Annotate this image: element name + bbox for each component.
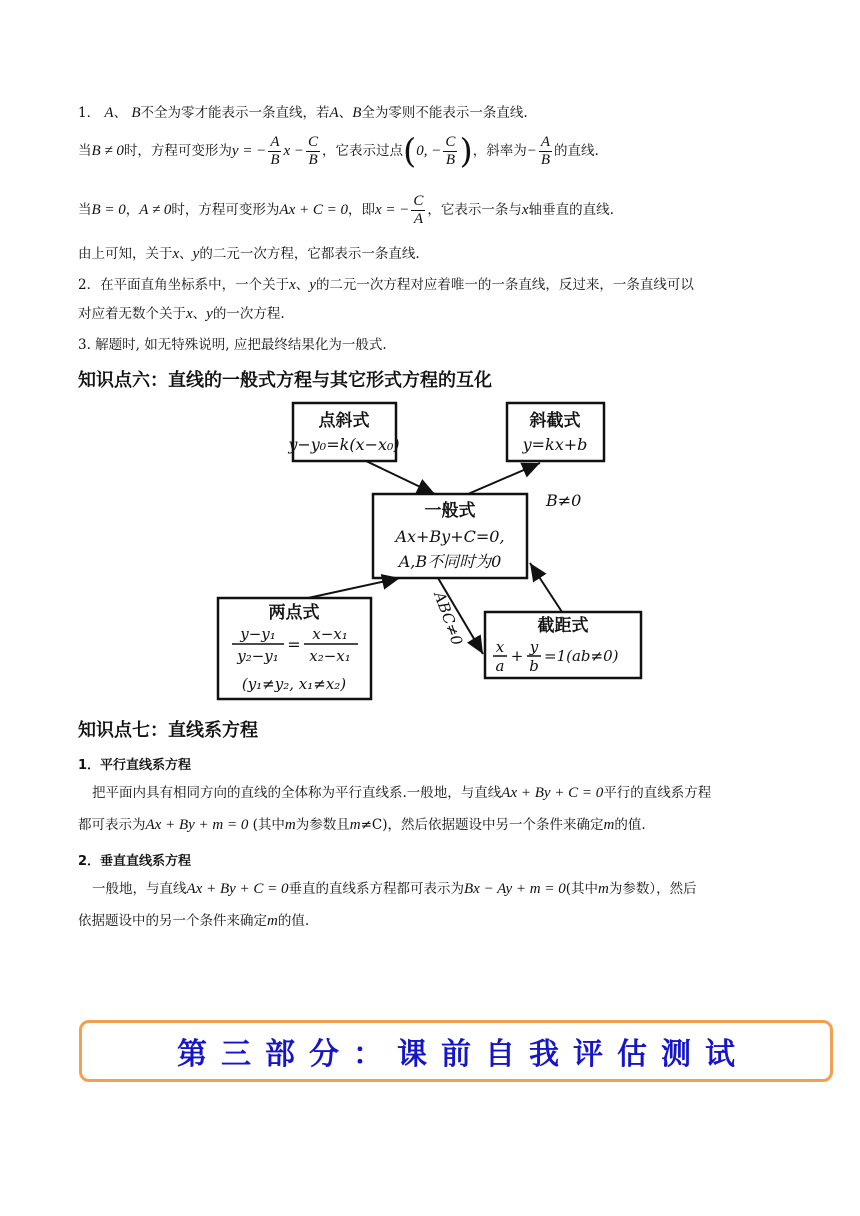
- intercept-x: x: [495, 638, 505, 656]
- intercept-plus: +: [510, 647, 524, 665]
- general-form-box: [373, 494, 527, 578]
- text-line-6: 对应着无数个关于x、y的一次方程.: [78, 306, 285, 322]
- label-abc-nonzero: ABC≠0: [430, 589, 467, 648]
- two-point-equals: =: [287, 635, 301, 654]
- heading-knowledge-6: 知识点六：直线的一般式方程与其它形式方程的互化: [78, 370, 492, 391]
- parallel-para-line-1: 把平面内具有相同方向的直线的全体称为平行直线系.一般地，与直线Ax + By + C = 0平行的直线系方程: [92, 785, 712, 801]
- parallel-para-line-2: 都可表示为Ax + By + m = 0 (其中m为参数且m≠C)，然后依据题设中另一个条件来确定m的值.: [78, 817, 646, 833]
- subheading-perpendicular: 2．垂直直线系方程: [78, 854, 192, 869]
- two-point-box: [218, 598, 371, 699]
- point-slope-formula: y−y₀=k(x−x₀): [288, 435, 400, 454]
- intercept-b: b: [529, 657, 539, 675]
- arrow-two-point-to-general: [308, 578, 400, 598]
- intercept-a: a: [495, 657, 505, 675]
- slope-intercept-title: 斜截式: [529, 411, 581, 431]
- text-line-7: 3. 解题时, 如无特殊说明, 应把最终结果化为一般式.: [78, 337, 387, 353]
- general-form-eq: Ax+By+C=0,: [395, 527, 505, 546]
- intercept-y: y: [529, 638, 539, 656]
- general-form-cond: A,B不同时为0: [398, 552, 502, 571]
- section-three-banner: [79, 1020, 833, 1082]
- label-b-nonzero: B≠0: [546, 491, 582, 510]
- two-point-title: 两点式: [268, 603, 320, 623]
- slope-intercept-formula: y=kx+b: [522, 435, 588, 454]
- intercept-rest: =1(ab≠0): [544, 647, 619, 665]
- arrow-general-to-slope-intercept: [468, 463, 540, 494]
- two-point-den-right: x₂−x₁: [309, 647, 351, 665]
- point-slope-box: [287, 403, 399, 461]
- two-point-num-left: y−y₁: [240, 625, 276, 643]
- point-slope-title: 点斜式: [318, 411, 370, 431]
- general-form-title: 一般式: [424, 501, 476, 521]
- arrow-intercept-to-general: [530, 563, 562, 612]
- conversion-diagram: [210, 398, 650, 703]
- heading-knowledge-7: 知识点七：直线系方程: [78, 720, 258, 741]
- two-point-cond: (y₁≠y₂, x₁≠x₂): [241, 675, 347, 693]
- text-line-5: 2．在平面直角坐标系中，一个关于x、y的二元一次方程对应着唯一的一条直线，反过来，一条直线可以: [78, 277, 694, 293]
- perpendicular-para-line-2: 依据题设中的另一个条件来确定m的值.: [78, 913, 310, 929]
- subheading-parallel: 1．平行直线系方程: [78, 758, 192, 773]
- two-point-num-right: x−x₁: [312, 625, 348, 643]
- intercept-box: [485, 612, 641, 678]
- text-line-4: 由上可知，关于x、y的二元一次方程，它都表示一条直线.: [78, 246, 420, 262]
- two-point-den-left: y₂−y₁: [237, 647, 279, 665]
- perpendicular-para-line-1: 一般地，与直线Ax + By + C = 0垂直的直线系方程都可表示为Bx − Ay + m = 0(其中m为参数），然后: [92, 881, 697, 897]
- text-line-1: 1． A、 B不全为零才能表示一条直线，若A、B全为零则不能表示一条直线.: [78, 105, 528, 121]
- arrow-point-slope-to-general: [366, 461, 435, 494]
- text-line-3: 当B = 0，A ≠ 0时，方程可变形为Ax + C = 0，即x = − $\frac{C}{A}$ ，它表示一条与x轴垂直的直线.: [78, 193, 614, 227]
- section-three-title: 第三部分：课前自我评估测试: [177, 1037, 749, 1072]
- slope-intercept-box: [507, 403, 604, 461]
- intercept-title: 截距式: [537, 616, 589, 636]
- text-line-2: 当B ≠ 0时，方程可变形为y = − $\frac{A}{B}$ x − $\frac{C}{B}$ ，它表示过点(0, − $\frac{C}{B}$ )，斜率为− $\frac{A}{B}$ 的直线.: [78, 131, 599, 172]
